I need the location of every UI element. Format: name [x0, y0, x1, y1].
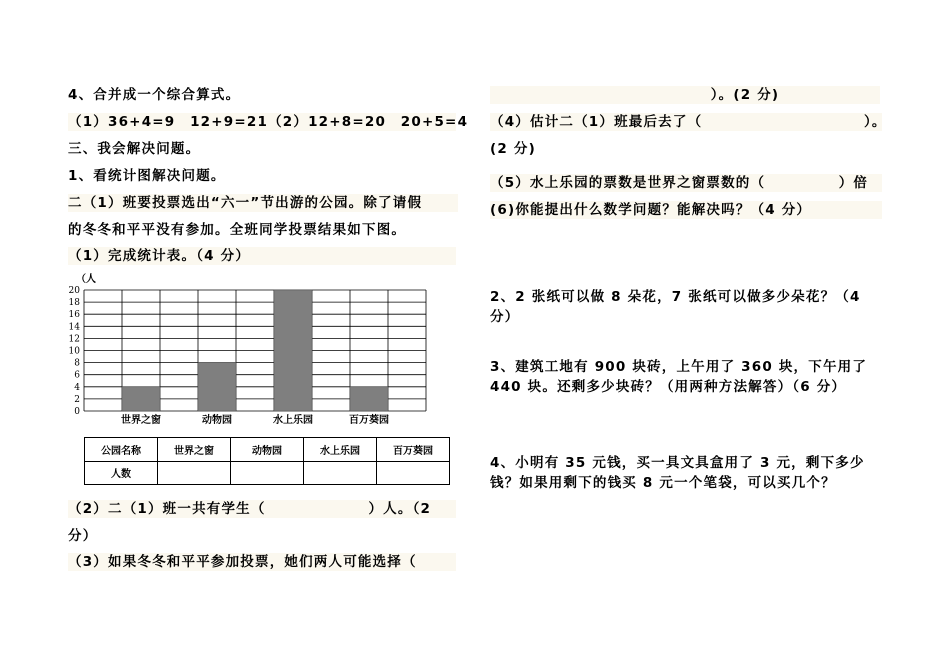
problem-1-q2-line2: 分）: [68, 528, 98, 544]
table-header-cell: 水上乐园: [304, 438, 377, 462]
table-header-cell: 动物园: [231, 438, 304, 462]
bar: [122, 387, 160, 411]
table-header-cell: 百万葵园: [377, 438, 450, 462]
table-header-row: [85, 438, 450, 462]
bar-chart: [62, 271, 438, 429]
table-row: [85, 461, 450, 485]
y-tick-label: 16: [68, 310, 80, 321]
problem-1-q6: (6)你能提出什么数学问题？能解决吗？（4 分）: [490, 201, 882, 219]
problem-1-text-line1: 二（1）班要投票选出“六一”节出游的公园。除了请假: [68, 194, 458, 212]
y-axis-label: （人: [76, 274, 96, 285]
y-tick-label: 14: [68, 322, 80, 333]
problem-4: 4、小明有 35 元钱，买一具文具盒用了 3 元，剩下多少钱？如果用剩下的钱买 8 元一个笔袋，可以买几个？: [490, 455, 865, 491]
problem-3: 3、建筑工地有 900 块砖，上午用了 360 块，下午用了 440 块。还剩多少块砖？（用两种方法解答）（6 分）: [490, 359, 868, 395]
table-cell-blank[interactable]: [304, 461, 377, 485]
x-tick-label: 水上乐园: [273, 415, 313, 426]
y-tick-label: 6: [74, 370, 80, 381]
y-tick-label: 4: [74, 382, 80, 393]
problem-1-q5: （5）水上乐园的票数是世界之窗票数的（ ）倍: [490, 174, 882, 192]
y-tick-label: 20: [68, 286, 80, 296]
problem-1-q4-score: (2 分): [490, 141, 536, 157]
y-tick-label: 18: [68, 298, 80, 309]
problem-1-q1: （1）完成统计表。（4 分）: [68, 247, 456, 265]
y-tick-label: 12: [68, 334, 80, 345]
table-header-cell: 世界之窗: [158, 438, 231, 462]
table-cell-blank[interactable]: [231, 461, 304, 485]
y-tick-label: 10: [68, 346, 80, 357]
table-header-cell: 公园名称: [85, 438, 158, 462]
table-cell-blank[interactable]: [158, 461, 231, 485]
problem-1-title: 1、看统计图解决问题。: [68, 168, 226, 184]
problem-1-text-line2: 的冬冬和平平没有参加。全班同学投票结果如下图。: [68, 222, 407, 238]
statistics-table: [84, 437, 450, 485]
x-tick-label: 百万葵园: [349, 415, 389, 426]
problem-2: 2、2 张纸可以做 8 朵花，7 张纸可以做多少朵花？（4 分）: [490, 289, 861, 325]
y-tick-label: 2: [74, 394, 80, 405]
table-row-label: 人数: [85, 461, 158, 485]
problem-1-q2-line1: （2）二（1）班一共有学生（ ）人。（2: [68, 500, 456, 518]
table-cell-blank[interactable]: [377, 461, 450, 485]
bar: [198, 363, 236, 411]
problem-1-q3: （3）如果冬冬和平平参加投票，她们两人可能选择（: [68, 553, 456, 571]
y-tick-label: 0: [74, 407, 80, 417]
problem-1-q3-continued: ）。(2 分): [490, 86, 880, 104]
x-tick-label: 动物园: [202, 415, 232, 426]
x-tick-label: 世界之窗: [121, 415, 161, 426]
y-tick-label: 8: [74, 358, 80, 369]
section-3-title: 三、我会解决问题。: [68, 141, 201, 157]
section-4-equations: （1）36+4=9 12+9=21（2）12+8=20 20+5=4: [68, 114, 469, 130]
problem-1-q4: （4）估计二（1）班最后去了（ ）。: [490, 114, 887, 130]
section-4-title: 4、合并成一个综合算式。: [68, 87, 241, 103]
bar: [350, 387, 388, 411]
bar: [274, 290, 312, 411]
